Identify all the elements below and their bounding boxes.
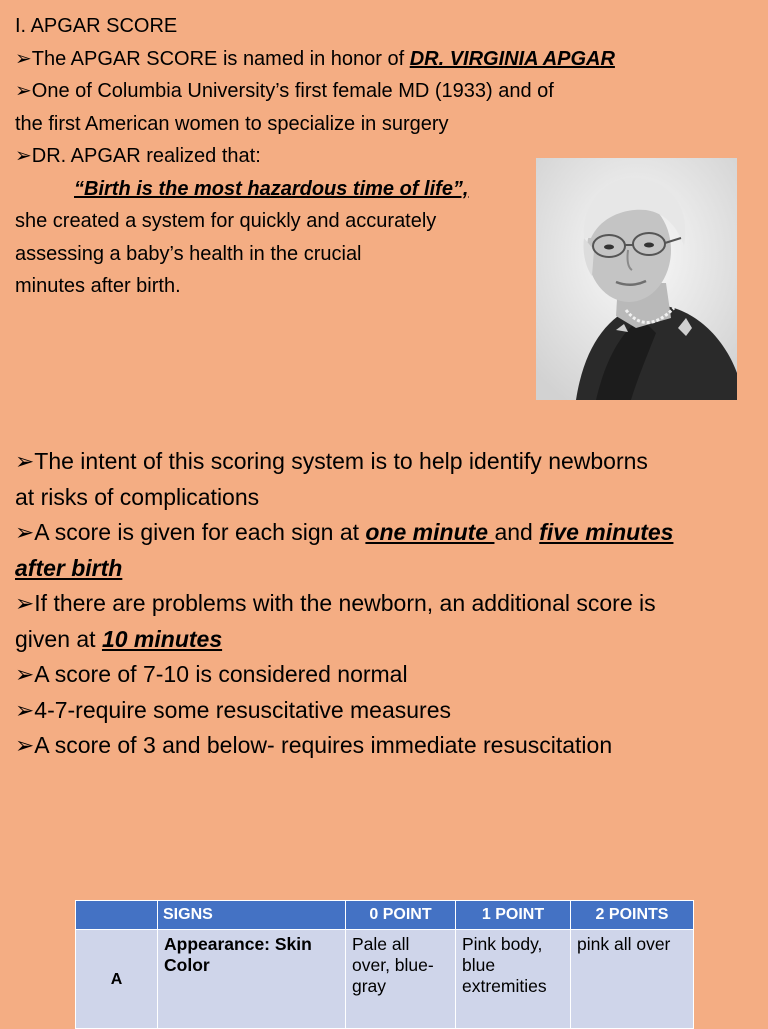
- bullet-arrow-icon: ➢: [15, 145, 32, 167]
- named-text: The APGAR SCORE is named in honor of: [31, 47, 410, 70]
- apgar-table: [75, 900, 694, 1029]
- bullet-some-measures: [15, 693, 760, 729]
- bullet-arrow-icon: ➢: [15, 80, 32, 102]
- bullet-named-in-honor: [15, 43, 715, 76]
- bullet-columbia: [15, 75, 715, 108]
- header-1-point: 1 POINT: [456, 901, 571, 930]
- after-birth-text: after birth: [15, 554, 123, 581]
- details-section: [15, 444, 760, 764]
- bullet-intent: [15, 444, 760, 480]
- five-minutes-text: five minutes: [539, 519, 674, 545]
- header-2-points: 2 POINTS: [571, 901, 694, 930]
- birth-quote-text: “Birth is the most hazardous time of life”,: [74, 177, 469, 200]
- system-line-1: she created a system for quickly and accurately: [15, 210, 437, 232]
- immediate-text: A score of 3 and below- requires immediate resuscitation: [34, 732, 613, 758]
- portrait-photo: [536, 158, 737, 400]
- section-title-text: I. APGAR SCORE: [15, 15, 178, 37]
- row-one-point: Pink body, blue extremities: [456, 930, 571, 1029]
- system-line-2: assessing a baby’s health in the crucial: [15, 242, 362, 265]
- bullet-problems: [15, 586, 760, 622]
- normal-score-text: A score of 7-10 is considered normal: [34, 661, 408, 687]
- columbia-line-1: One of Columbia University’s first female MD (1933) and of: [31, 80, 554, 102]
- header-0-point: 0 POINT: [346, 901, 456, 930]
- virginia-apgar-name: DR. VIRGINIA APGAR: [409, 47, 615, 70]
- bullet-arrow-icon: ➢: [15, 696, 35, 723]
- bullet-arrow-icon: ➢: [15, 732, 35, 758]
- problems-line-2: [15, 622, 760, 658]
- bullet-arrow-icon: ➢: [15, 661, 35, 687]
- bullet-score-given: [15, 515, 760, 551]
- intent-line-2: at risks of complications: [15, 483, 260, 510]
- table-header-row: [76, 901, 694, 930]
- row-letter: A: [76, 930, 158, 1029]
- portrait-illustration: [536, 158, 737, 400]
- table-row: [76, 930, 694, 1029]
- row-zero-point: Pale all over, blue-gray: [346, 930, 456, 1029]
- row-two-points: pink all over: [571, 930, 694, 1029]
- bullet-arrow-icon: ➢: [15, 448, 35, 474]
- header-signs: SIGNS: [158, 901, 346, 930]
- after-birth-line: [15, 551, 760, 587]
- and-text: and: [494, 519, 540, 545]
- bullet-immediate: [15, 728, 760, 764]
- system-line-3: minutes after birth.: [15, 275, 181, 297]
- section-title: [15, 10, 715, 43]
- one-minute-text: one minute: [365, 519, 495, 545]
- ten-minutes-text: 10 minutes: [101, 625, 223, 652]
- columbia-line-2: the first American women to specialize in surgery: [15, 112, 449, 135]
- problems-line-1: If there are problems with the newborn, an additional score is: [34, 590, 656, 616]
- bullet-arrow-icon: ➢: [15, 519, 35, 545]
- realized-text: DR. APGAR realized that:: [31, 145, 261, 167]
- header-blank: [76, 901, 158, 930]
- bullet-arrow-icon: ➢: [15, 590, 35, 616]
- bullet-normal: [15, 657, 760, 693]
- given-at-text: given at: [15, 625, 102, 652]
- intent-line-1: The intent of this scoring system is to help identify newborns: [34, 448, 648, 474]
- some-measures-text: 4-7-require some resuscitative measures: [34, 696, 451, 723]
- row-sign: Appearance: Skin Color: [158, 930, 346, 1029]
- bullet-arrow-icon: ➢: [15, 47, 32, 70]
- score-given-text: A score is given for each sign at: [34, 519, 366, 545]
